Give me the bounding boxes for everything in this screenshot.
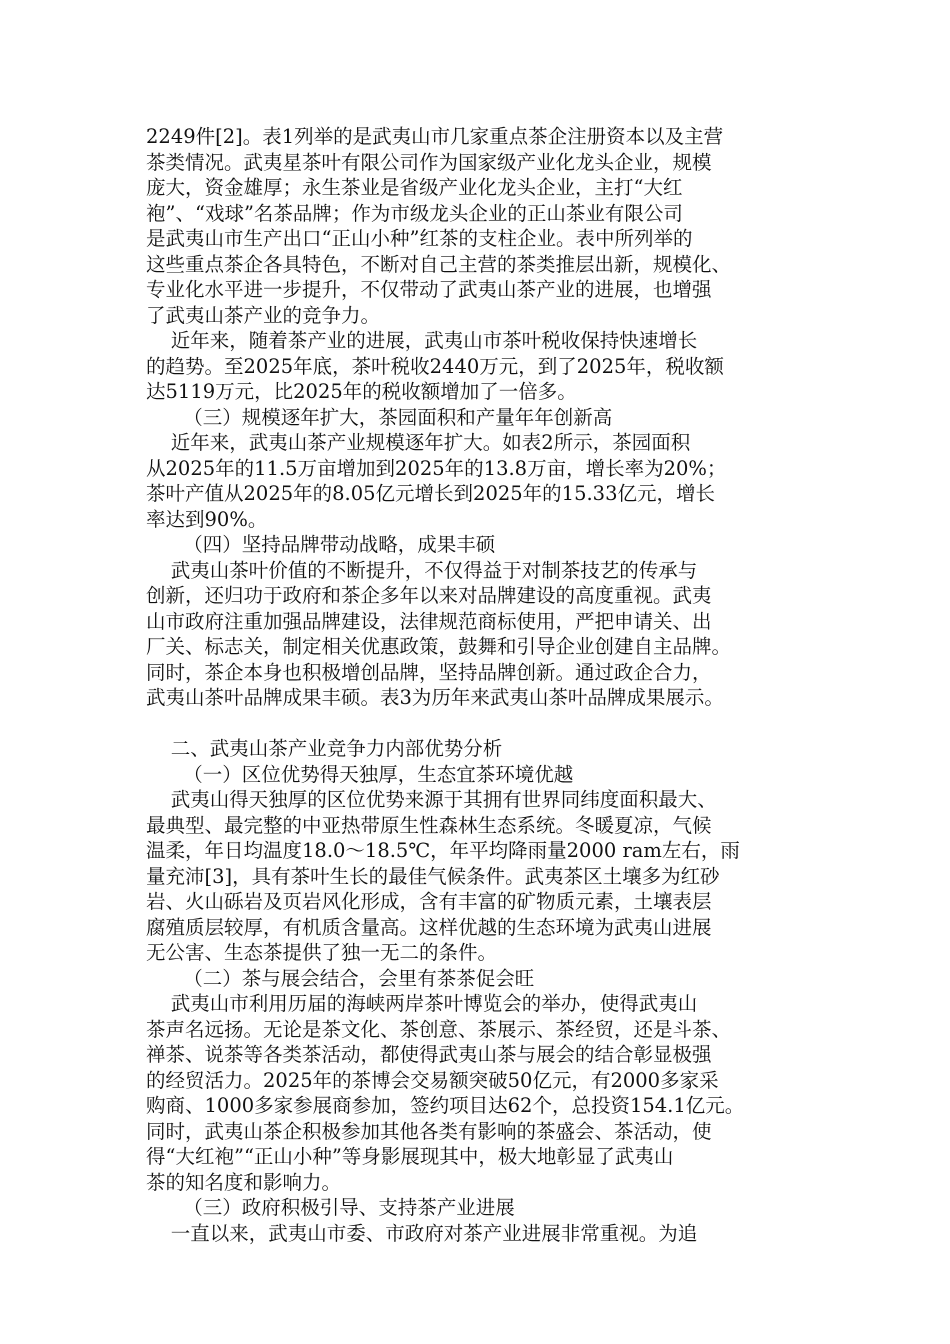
text-line: 了武夷山茶产业的竞争力。 [146, 303, 381, 327]
text-line: 无公害、生态茶提供了独一无二的条件。 [146, 941, 498, 964]
text-line: 厂关、标志关，制定相关优惠政策，鼓舞和引导企业创建自主品牌。 [146, 635, 732, 658]
text-line: 茶叶产值从2025年的8.05亿元增长到2025年的15.33亿元，增长 [146, 482, 715, 505]
text-line: 庞大，资金雄厚；永生茶业是省级产业化龙头企业，主打“大红 [146, 176, 683, 199]
text-line: 的趋势。至2025年底，茶叶税收2440万元，到了2025年，税收额 [146, 354, 724, 378]
text-line: 最典型、最完整的中亚热带原生性森林生态系统。冬暖夏凉，气候 [146, 813, 712, 837]
text-line: 一直以来，武夷山市委、市政府对茶产业进展非常重视。为追 [146, 1221, 698, 1245]
text-line: 专业化水平进一步提升，不仅带动了武夷山茶产业的进展，也增强 [146, 278, 712, 301]
text-line: 茶声名远扬。无论是茶文化、茶创意、茶展示、茶经贸，还是斗茶、 [146, 1017, 732, 1041]
text-line: 创新，还归功于政府和茶企多年以来对品牌建设的高度重视。武夷 [146, 584, 712, 607]
text-line: 武夷山茶叶品牌成果丰硕。表3为历年来武夷山茶叶品牌成果展示。 [146, 686, 724, 709]
text-line: 同时，武夷山茶企积极参加其他各类有影响的茶盛会、茶活动，使 [146, 1119, 712, 1143]
text-line: 近年来，随着茶产业的进展，武夷山市茶叶税收保持快速增长 [146, 329, 698, 352]
text-line: 这些重点茶企各具特色，不断对自己主营的茶类推层出新，规模化、 [146, 252, 732, 276]
document-page [146, 124, 804, 1246]
text-line: 武夷山得天独厚的区位优势来源于其拥有世界同纬度面积最大、 [146, 788, 717, 811]
text-line: 近年来，武夷山茶产业规模逐年扩大。如表2所示，茶园面积 [146, 431, 691, 454]
text-line: 腐殖质层较厚，有机质含量高。这样优越的生态环境为武夷山进展 [146, 915, 712, 939]
text-line: 2249件[2]。表1列举的是武夷山市几家重点茶企注册资本以及主营 [146, 125, 724, 148]
text-line: 同时，茶企本身也积极增创品牌，坚持品牌创新。通过政企合力， [146, 660, 712, 684]
text-line: 的经贸活力。2025年的茶博会交易额突破50亿元，有2000多家采 [146, 1068, 719, 1092]
text-line: （三）规模逐年扩大，茶园面积和产量年年创新高 [146, 405, 613, 429]
text-line: （一）区位优势得天独厚，生态宜茶环境优越 [146, 762, 574, 786]
text-line: 武夷山茶叶价值的不断提升，不仅得益于对制茶技艺的传承与 [146, 558, 698, 582]
text-line: 岩、火山砾岩及页岩风化形成，含有丰富的矿物质元素，土壤表层 [146, 890, 712, 913]
text-line: （四）坚持品牌带动战略，成果丰硕 [146, 533, 496, 556]
text-line: 是武夷山市生产出口“正山小种”红茶的支柱企业。表中所列举的 [146, 227, 693, 250]
text-line: （二）茶与展会结合，会里有茶茶促会旺 [146, 966, 535, 990]
text-line: 温柔，年日均温度18.0～18.5℃，年平均降雨量2000 ram左右，雨 [146, 839, 740, 862]
text-line: 武夷山市利用历届的海峡两岸茶叶博览会的举办，使得武夷山 [146, 992, 698, 1015]
text-line: 茶的知名度和影响力。 [146, 1170, 342, 1194]
text-line: 茶类情况。武夷星茶叶有限公司作为国家级产业化龙头企业，规模 [146, 150, 712, 174]
text-line: 得“大红袍”“正山小种”等身影展现其中，极大地彰显了武夷山 [146, 1145, 674, 1168]
text-line: 袍”、“戏球”名茶品牌；作为市级龙头企业的正山茶业有限公司 [146, 201, 683, 225]
text-line: 从2025年的11.5万亩增加到2025年的13.8万亩，增长率为20%； [146, 456, 727, 480]
text-line: 购商、1000多家参展商参加，签约项目达62个，总投资154.1亿元。 [146, 1094, 745, 1117]
text-line: （三）政府积极引导、支持茶产业进展 [146, 1196, 515, 1219]
text-line: 达5119万元，比2025年的税收额增加了一倍多。 [146, 380, 577, 403]
text-line: 二、武夷山茶产业竞争力内部优势分析 [146, 737, 503, 760]
text-line: 率达到90%。 [146, 507, 268, 531]
text-line: 量充沛[3]，具有茶叶生长的最佳气候条件。武夷茶区土壤多为红砂 [146, 864, 720, 888]
text-line: 山市政府注重加强品牌建设，法律规范商标使用，严把申请关、出 [146, 609, 712, 633]
text-line: 禅茶、说茶等各类茶活动，都使得武夷山茶与展会的结合彰显极强 [146, 1043, 712, 1066]
blank-line [146, 711, 804, 737]
